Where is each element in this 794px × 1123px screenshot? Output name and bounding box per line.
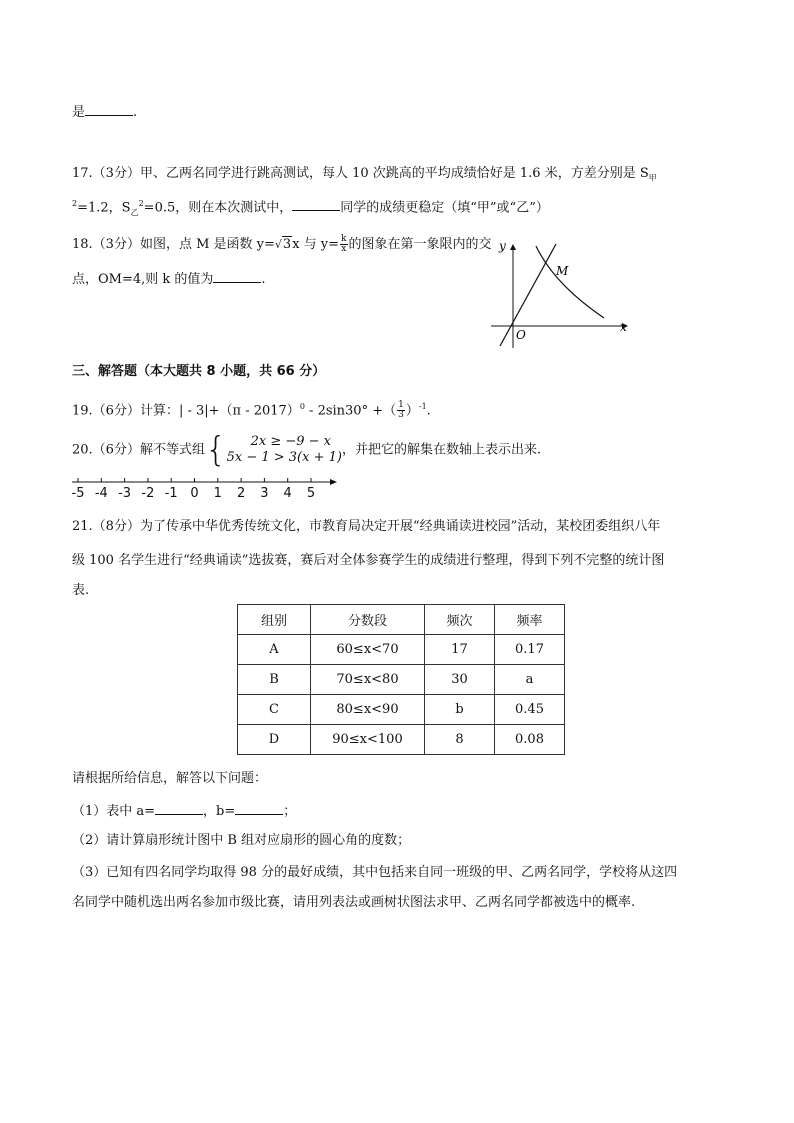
- q17-line2: [72, 195, 549, 222]
- q19-text: 19.（6分）计算：| - 3|+（π - 2017）: [72, 403, 300, 419]
- table-cell: C: [238, 695, 311, 725]
- header-cell: 频率: [495, 605, 565, 635]
- origin-label: O: [516, 328, 526, 342]
- sqrt-radicand: 3: [282, 237, 292, 252]
- q18-text: .: [261, 272, 266, 287]
- frac-num: 1: [398, 400, 404, 411]
- table-cell: B: [238, 665, 311, 695]
- table-cell: a: [495, 665, 565, 695]
- section-title: 三、解答题（本大题共 8 小题，共 66 分）: [72, 364, 326, 379]
- q20-text: 20.（6分）解不等式组: [72, 442, 205, 458]
- q18-graph: [488, 238, 630, 350]
- q17-text: =0.5，则在本次测试中，: [143, 200, 293, 216]
- q17-sub-yi: 乙: [130, 207, 139, 217]
- table-row: [238, 635, 565, 665]
- x-axis-label: x: [620, 320, 627, 334]
- answer-blank-a[interactable]: [155, 802, 203, 815]
- table-cell: 8: [425, 725, 495, 755]
- table-cell: 90≤x<100: [311, 725, 425, 755]
- q19-exponent-0: 0: [299, 402, 305, 411]
- table-cell: 0.08: [495, 725, 565, 755]
- answer-blank[interactable]: [213, 270, 261, 283]
- table-cell: 30: [425, 665, 495, 695]
- number-line-label: 5: [306, 486, 316, 501]
- q17-text: 同学的成绩更稳定（填“甲”或“乙”）: [340, 200, 549, 216]
- table-cell: b: [425, 695, 495, 725]
- inequality-system: [227, 434, 342, 466]
- header-cell: 组别: [238, 605, 311, 635]
- number-line-label: -3: [118, 486, 132, 501]
- q21-line1: 21.（8分）为了传承中华优秀传统文化，市教育局决定开展“经典诵读进校园”活动，某校团委组织八年: [72, 519, 661, 534]
- table-cell: 0.17: [495, 635, 565, 665]
- q21-part2: （2）请计算扇形统计图中 B 组对应扇形的圆心角的度数；: [72, 833, 411, 848]
- number-line-label: -2: [141, 486, 155, 501]
- q20-text: ，并把它的解集在数轴上表示出来.: [341, 442, 542, 458]
- q16-end: .: [133, 105, 138, 120]
- table-cell: D: [238, 725, 311, 755]
- frac-num: k: [341, 234, 347, 244]
- inequality-2: 5x − 1 > 3(x + 1): [226, 450, 342, 465]
- number-line-label: 0: [190, 486, 199, 501]
- q21-part3-line2: 名同学中随机选出两名参加市级比赛，请用列表法或画树状图法求甲、乙两名同学都被选中的概率.: [72, 895, 636, 910]
- header-cell: 分数段: [311, 605, 425, 635]
- table-cell: 60≤x<70: [311, 635, 425, 665]
- frac-den: 3: [398, 410, 404, 421]
- q20: [72, 430, 542, 470]
- q19: [72, 398, 431, 420]
- q19-text: ）: [405, 403, 419, 419]
- number-line-label: -1: [164, 486, 178, 501]
- q21-text: ；: [283, 804, 297, 819]
- answer-blank-b[interactable]: [235, 802, 283, 815]
- q19-text: - 2sin30° +（: [304, 403, 397, 419]
- q21-text: ，b=: [203, 804, 236, 819]
- header-cell: 频次: [425, 605, 495, 635]
- inequality-1: 2x ≥ −9 − x: [250, 434, 332, 449]
- table-header-row: [238, 605, 565, 635]
- frac-den: x: [341, 244, 347, 254]
- q16-text: 是: [72, 105, 86, 120]
- number-line-label: 3: [260, 486, 269, 501]
- table-cell: A: [238, 635, 311, 665]
- frequency-table: [237, 604, 565, 755]
- number-line: [70, 476, 340, 488]
- line-y-sqrt3x: [500, 244, 556, 346]
- table-cell: 80≤x<90: [311, 695, 425, 725]
- answer-blank[interactable]: [292, 198, 340, 211]
- table-cell: 70≤x<80: [311, 665, 425, 695]
- q17-line1: [72, 165, 657, 188]
- q19-exponent: -1: [418, 402, 427, 411]
- number-line-label: 1: [213, 486, 222, 501]
- q17-square: 2: [138, 199, 144, 208]
- q16-tail: [72, 103, 137, 122]
- q17-text: =1.2，S: [77, 200, 131, 216]
- system-brace: {: [204, 430, 227, 470]
- q21-text: （1）表中 a=: [72, 804, 156, 819]
- q17-square: 2: [72, 199, 78, 208]
- number-line-label: 4: [283, 486, 292, 501]
- q17-text: 17.（3分）甲、乙两名同学进行跳高测试，每人 10 次跳高的平均成绩恰好是 1.6 米，方差分别是 S: [72, 166, 649, 181]
- q18-line1: [72, 235, 492, 254]
- sqrt-sign: √: [274, 238, 282, 251]
- number-line-label: -5: [71, 486, 85, 501]
- table-row: [238, 725, 565, 755]
- point-m-label: M: [556, 264, 569, 278]
- fraction-one-third: [397, 401, 405, 420]
- q18-text: 点，OM=4,则 k 的值为: [72, 272, 214, 287]
- q18-text: 18.（3分）如图，点 M 是函数 y=: [72, 237, 275, 252]
- q21-line3: 表.: [72, 583, 90, 598]
- table-cell: 0.45: [495, 695, 565, 725]
- table-cell: 17: [425, 635, 495, 665]
- table-row: [238, 695, 565, 725]
- q21-part3-line1: （3）已知有四名同学均取得 98 分的最好成绩，其中包括来自同一班级的甲、乙两名同学，学校将从这四: [72, 865, 678, 880]
- y-axis-arrow: [510, 244, 516, 250]
- q21-part1: [72, 802, 296, 821]
- y-axis-label: y: [499, 239, 506, 253]
- number-line-label: 2: [236, 486, 246, 501]
- q17-sub-jia: 甲: [648, 173, 657, 183]
- number-line-label: -4: [94, 486, 108, 501]
- hyperbola-k-over-x: [536, 246, 604, 318]
- answer-blank[interactable]: [85, 103, 133, 116]
- q19-text: .: [426, 403, 431, 419]
- fraction-k-over-x: [340, 235, 347, 254]
- q18-line2: [72, 270, 266, 289]
- q18-text: 的图象在第一象限内的交: [348, 237, 492, 252]
- q18-text: x 与 y=: [292, 237, 340, 252]
- q21-line2: 级 100 名学生进行“经典诵读”选拔赛，赛后对全体参赛学生的成绩进行整理，得到下列不完整的统计图: [72, 553, 665, 568]
- table-row: [238, 665, 565, 695]
- q21-prompt: 请根据所给信息，解答以下问题：: [72, 771, 268, 786]
